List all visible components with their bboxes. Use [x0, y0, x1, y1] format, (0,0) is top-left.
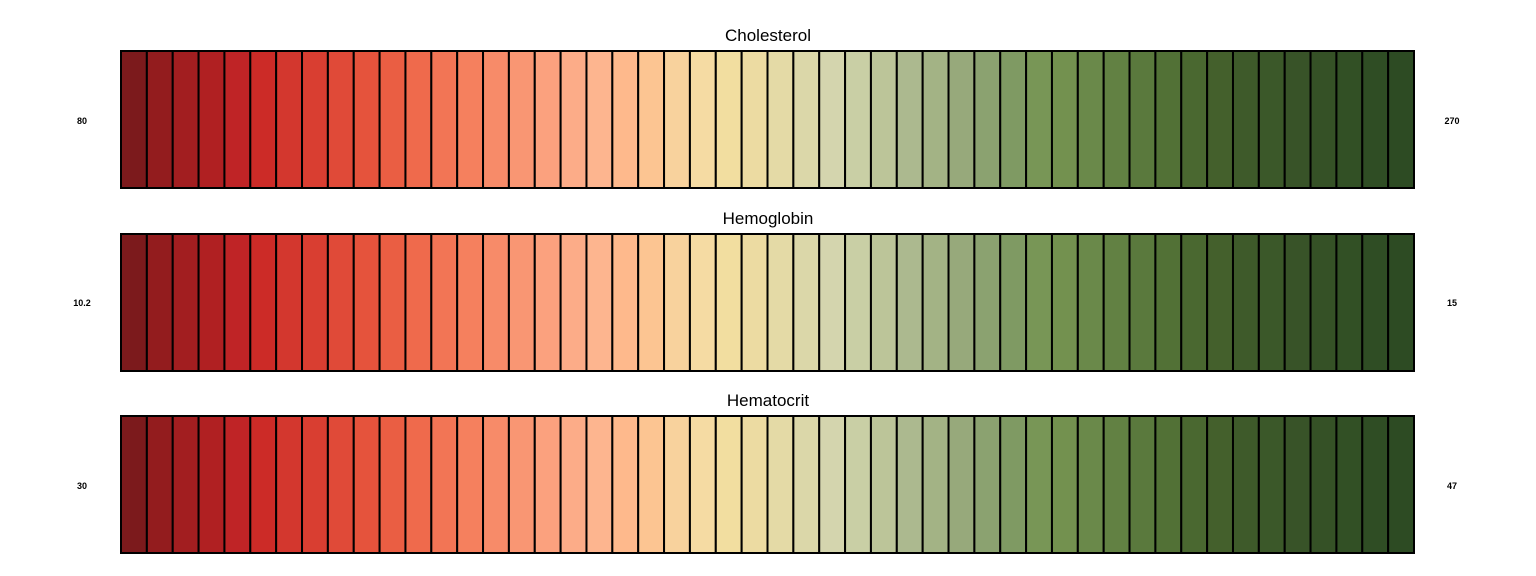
min-label: 10.2 — [73, 298, 91, 308]
panel-hematocrit — [77, 391, 1457, 553]
color-swatch — [483, 416, 509, 553]
color-swatch — [612, 51, 638, 188]
color-swatch — [819, 51, 845, 188]
min-label: 80 — [76, 116, 88, 126]
color-swatch — [1104, 51, 1130, 188]
color-swatch — [328, 51, 354, 188]
color-swatch — [1362, 51, 1388, 188]
panel-title: Hemoglobin — [722, 209, 814, 228]
color-swatch — [405, 416, 431, 553]
color-swatch — [923, 51, 949, 188]
panel-hemoglobin — [73, 209, 1457, 371]
color-swatch — [1026, 51, 1052, 188]
color-swatch — [1336, 51, 1362, 188]
color-swatch — [897, 416, 923, 553]
color-swatch — [819, 416, 845, 553]
color-swatch — [1052, 416, 1078, 553]
color-swatch — [509, 416, 535, 553]
min-label: 30 — [76, 481, 88, 491]
color-swatch — [1207, 416, 1233, 553]
color-swatch — [586, 234, 612, 371]
color-swatch — [431, 51, 457, 188]
color-swatch — [535, 234, 561, 371]
color-swatch — [276, 234, 302, 371]
color-swatch — [1000, 234, 1026, 371]
color-swatch — [535, 51, 561, 188]
color-swatch — [923, 234, 949, 371]
color-swatch — [742, 51, 768, 188]
color-swatch — [509, 51, 535, 188]
color-swatch — [638, 234, 664, 371]
color-swatch — [121, 51, 147, 188]
color-swatch — [1052, 51, 1078, 188]
color-swatch — [302, 416, 328, 553]
color-swatch — [354, 234, 380, 371]
color-swatch — [457, 51, 483, 188]
color-swatch — [690, 234, 716, 371]
panel-title: Hematocrit — [726, 391, 810, 410]
color-swatch — [1336, 416, 1362, 553]
color-swatch — [612, 234, 638, 371]
color-swatch — [845, 416, 871, 553]
swatch-strip — [121, 51, 1414, 188]
color-swatch — [716, 51, 742, 188]
color-swatch — [173, 416, 199, 553]
color-swatch — [1130, 234, 1156, 371]
color-swatch — [1181, 416, 1207, 553]
color-swatch — [250, 51, 276, 188]
color-swatch — [199, 234, 225, 371]
color-swatch — [974, 416, 1000, 553]
color-swatch — [173, 234, 199, 371]
color-swatch — [768, 416, 794, 553]
color-swatch — [483, 51, 509, 188]
color-swatch — [1207, 234, 1233, 371]
color-swatch — [1130, 416, 1156, 553]
color-swatch — [199, 51, 225, 188]
color-swatch — [1026, 234, 1052, 371]
color-swatch — [121, 416, 147, 553]
color-swatch — [586, 416, 612, 553]
color-swatch — [380, 416, 406, 553]
color-swatch — [1078, 416, 1104, 553]
color-swatch — [1259, 416, 1285, 553]
color-swatch — [716, 416, 742, 553]
color-swatch — [897, 234, 923, 371]
color-swatch — [431, 234, 457, 371]
color-swatch — [1388, 234, 1414, 371]
color-swatch — [793, 416, 819, 553]
color-swatch — [1362, 416, 1388, 553]
color-swatch — [1026, 416, 1052, 553]
color-swatch — [1336, 234, 1362, 371]
color-swatch — [612, 416, 638, 553]
color-swatch — [638, 51, 664, 188]
color-swatch — [690, 51, 716, 188]
color-swatch — [431, 416, 457, 553]
color-swatch — [1233, 234, 1259, 371]
color-swatch — [1285, 416, 1311, 553]
max-label: 47 — [1446, 481, 1458, 491]
color-swatch — [664, 51, 690, 188]
color-swatch — [1259, 234, 1285, 371]
color-swatch — [561, 416, 587, 553]
color-swatch — [380, 51, 406, 188]
color-swatch — [250, 234, 276, 371]
color-swatch — [1311, 416, 1337, 553]
color-swatch — [638, 416, 664, 553]
panel-title: Cholesterol — [725, 26, 811, 45]
color-swatch — [949, 416, 975, 553]
color-swatch — [457, 234, 483, 371]
swatch-strip — [121, 416, 1414, 553]
color-swatch — [224, 234, 250, 371]
color-swatch — [949, 51, 975, 188]
color-swatch — [380, 234, 406, 371]
color-swatch — [664, 234, 690, 371]
color-swatch — [949, 234, 975, 371]
color-swatch — [405, 234, 431, 371]
color-swatch — [742, 234, 768, 371]
color-swatch — [1078, 51, 1104, 188]
color-swatch — [1311, 234, 1337, 371]
color-swatch — [509, 234, 535, 371]
panel-cholesterol — [77, 26, 1460, 188]
color-swatch — [561, 234, 587, 371]
color-swatch — [974, 51, 1000, 188]
color-swatch — [1259, 51, 1285, 188]
color-swatch — [1104, 234, 1130, 371]
color-swatch — [147, 234, 173, 371]
color-swatch — [586, 51, 612, 188]
color-swatch — [1078, 234, 1104, 371]
color-swatch — [1362, 234, 1388, 371]
color-swatch — [897, 51, 923, 188]
color-swatch — [302, 234, 328, 371]
color-swatch — [923, 416, 949, 553]
color-swatch — [457, 416, 483, 553]
color-swatch — [561, 51, 587, 188]
max-label: 270 — [1444, 116, 1460, 126]
color-swatch — [1052, 234, 1078, 371]
color-swatch — [354, 51, 380, 188]
color-swatch — [1207, 51, 1233, 188]
color-swatch — [819, 234, 845, 371]
color-swatch — [1104, 416, 1130, 553]
color-swatch — [1285, 51, 1311, 188]
color-swatch — [250, 416, 276, 553]
color-swatch — [302, 51, 328, 188]
color-swatch — [1233, 416, 1259, 553]
color-swatch — [716, 234, 742, 371]
max-label: 15 — [1446, 298, 1458, 308]
color-swatch — [224, 416, 250, 553]
color-swatch — [535, 416, 561, 553]
color-swatch — [1130, 51, 1156, 188]
color-swatch — [742, 416, 768, 553]
color-swatch — [1155, 51, 1181, 188]
color-swatch — [845, 234, 871, 371]
color-swatch — [1155, 234, 1181, 371]
color-swatch — [1233, 51, 1259, 188]
color-swatch — [1155, 416, 1181, 553]
color-swatch — [974, 234, 1000, 371]
color-swatch — [1000, 51, 1026, 188]
color-swatch — [121, 234, 147, 371]
color-swatch — [483, 234, 509, 371]
color-swatch — [405, 51, 431, 188]
color-swatch — [328, 234, 354, 371]
color-swatch — [871, 234, 897, 371]
color-swatch — [354, 416, 380, 553]
color-swatch — [768, 51, 794, 188]
color-swatch — [793, 51, 819, 188]
color-swatch — [1000, 416, 1026, 553]
color-swatch — [768, 234, 794, 371]
color-swatch — [1181, 234, 1207, 371]
color-swatch — [845, 51, 871, 188]
color-swatch — [276, 416, 302, 553]
color-swatch — [1285, 234, 1311, 371]
color-swatch — [276, 51, 302, 188]
color-swatch — [1181, 51, 1207, 188]
color-swatch — [328, 416, 354, 553]
color-swatch — [1388, 51, 1414, 188]
swatch-strip — [121, 234, 1414, 371]
color-swatch — [224, 51, 250, 188]
color-swatch — [871, 51, 897, 188]
color-swatch — [871, 416, 897, 553]
color-swatch — [793, 234, 819, 371]
color-swatch — [147, 51, 173, 188]
color-swatch — [147, 416, 173, 553]
color-swatch — [690, 416, 716, 553]
color-swatch — [173, 51, 199, 188]
color-swatch — [664, 416, 690, 553]
color-swatch — [1388, 416, 1414, 553]
color-swatch — [199, 416, 225, 553]
color-swatch — [1311, 51, 1337, 188]
